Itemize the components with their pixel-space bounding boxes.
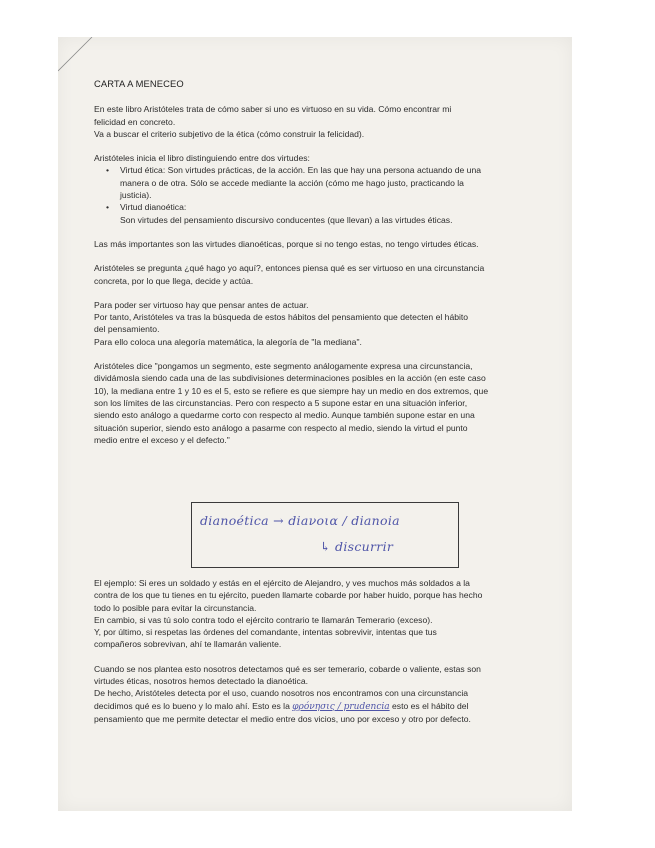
- text-line: concreta, por lo que llega, decide y actúa.: [94, 275, 254, 286]
- thinking-paragraph: [94, 299, 564, 348]
- text-fragment: esto es el hábito del: [389, 700, 469, 711]
- text-line: virtudes éticas, nosotros hemos detectado la dianoética.: [94, 676, 309, 687]
- text-line: Las más importantes son las virtudes dianoéticas, porque si no tengo estas, no tengo virtudes éticas.: [94, 238, 479, 249]
- text-line: situación superior, siendo esto análogo a pasarme con respecto al medio, siendo la virtud el punto: [94, 422, 468, 433]
- importance-paragraph: [94, 238, 564, 250]
- paper-corner-crease: [58, 37, 98, 77]
- text-line: Virtud dianoética:: [120, 202, 187, 213]
- text-line: 10), la mediana entre 1 y 10 es el 5, esto se refiere es que siempre hay un medio en dos extremos, que: [94, 385, 489, 396]
- text-line: En este libro Aristóteles trata de cómo saber si uno es virtuoso en su vida. Cómo encontrar mi: [94, 104, 452, 115]
- text-line: felicidad en concreto.: [94, 116, 176, 127]
- text-line-with-handwriting: [94, 700, 564, 713]
- text-line: Para poder ser virtuoso hay que pensar antes de actuar.: [94, 299, 309, 310]
- text-fragment: decidimos qué es lo bueno y lo malo ahí. Esto es la: [94, 700, 293, 711]
- virtues-list: [94, 164, 564, 225]
- mediana-paragraph: [94, 360, 564, 446]
- virtue-etica-item: [94, 164, 564, 201]
- virtue-dianoetica-item: [94, 201, 564, 226]
- text-line: En cambio, si vas tú solo contra todo el ejército contrario te llamarán Temerario (exceso).: [94, 614, 433, 625]
- text-line: Aristóteles se pregunta ¿qué hago yo aquí?, entonces piensa qué es ser virtuoso en una circunstancia: [94, 263, 485, 274]
- intro-paragraph: [94, 103, 564, 140]
- text-line: medio entre el exceso y el defecto.": [94, 434, 230, 445]
- document-body: [94, 78, 564, 458]
- text-line: Y, por último, si respetas las órdenes del comandante, intentas sobrevivir, intentas que tus: [94, 627, 437, 638]
- conclusion-paragraph: [94, 663, 564, 725]
- text-line: del pensamiento.: [94, 324, 160, 335]
- text-line: Virtud ética: Son virtudes prácticas, de la acción. En las que hay una persona actuando de una: [120, 165, 482, 176]
- text-line: Son virtudes del pensamiento discursivo conducentes (que llevan) a las virtudes éticas.: [120, 214, 453, 225]
- bullet-icon: •: [106, 202, 110, 213]
- handwritten-inline-word: φρόνησις / prudencia: [292, 701, 390, 712]
- text-line: compañeros sobrevivan, ahí te llamarán valiente.: [94, 639, 282, 650]
- text-line: pensamiento que me permite detectar el medio entre dos vicios, uno por exceso y otro por defecto.: [94, 713, 471, 724]
- handwritten-note-box: [191, 502, 459, 568]
- text-line: Aristóteles dice "pongamos un segmento, este segmento análogamente expresa una circunstancia,: [94, 361, 473, 372]
- handwritten-note-line: ↳ discurrir: [320, 539, 394, 554]
- virtues-intro: Aristóteles inicia el libro distinguiendo entre dos virtudes:: [94, 153, 310, 164]
- document-title: CARTA A MENECEO: [94, 78, 184, 89]
- text-line: Va a buscar el criterio subjetivo de la ética (cómo construir la felicidad).: [94, 128, 365, 139]
- question-paragraph: [94, 262, 564, 287]
- text-line: contra de los que tu tienes en tu ejército, pueden llamarte cobarde por haber huido, porque has hecho: [94, 590, 483, 601]
- text-line: El ejemplo: Si eres un soldado y estás en el ejército de Alejandro, y ves muchos más soldados a la: [94, 578, 470, 588]
- text-line: dividámosla siendo cada una de las subdivisiones determinaciones posibles en la acción (en este caso: [94, 373, 486, 384]
- document-body-lower: [94, 577, 564, 737]
- handwritten-note-line: dianoética → diaνοια / dianoia: [200, 513, 400, 528]
- text-line: manera o de otra. Sólo se accede mediante la acción (cómo me hago justo, practicando la: [120, 177, 464, 188]
- text-line: son los límites de las circunstancias. Pero con respecto a 5 supone estar en una situación inferior,: [94, 397, 468, 408]
- text-line: justicia).: [120, 190, 152, 201]
- example-paragraph: [94, 577, 564, 651]
- bullet-icon: •: [106, 165, 110, 176]
- virtues-section: [94, 152, 564, 226]
- text-line: todo lo posible para evitar la circunstancia.: [94, 602, 257, 613]
- text-line: Para ello coloca una alegoría matemática, la alegoría de "la mediana".: [94, 336, 362, 347]
- text-line: siendo esto análogo a quedarme corto con respecto al medio. Aunque también supone estar en una: [94, 410, 475, 421]
- text-line: Cuando se nos plantea esto nosotros detectamos qué es ser temerario, cobarde o valiente, estas son: [94, 663, 481, 674]
- text-line: Por tanto, Aristóteles va tras la búsqueda de estos hábitos del pensamiento que detecten el hábito: [94, 312, 469, 323]
- text-line: De hecho, Aristóteles detecta por el uso, cuando nosotros nos encontramos con una circunstancia: [94, 688, 469, 699]
